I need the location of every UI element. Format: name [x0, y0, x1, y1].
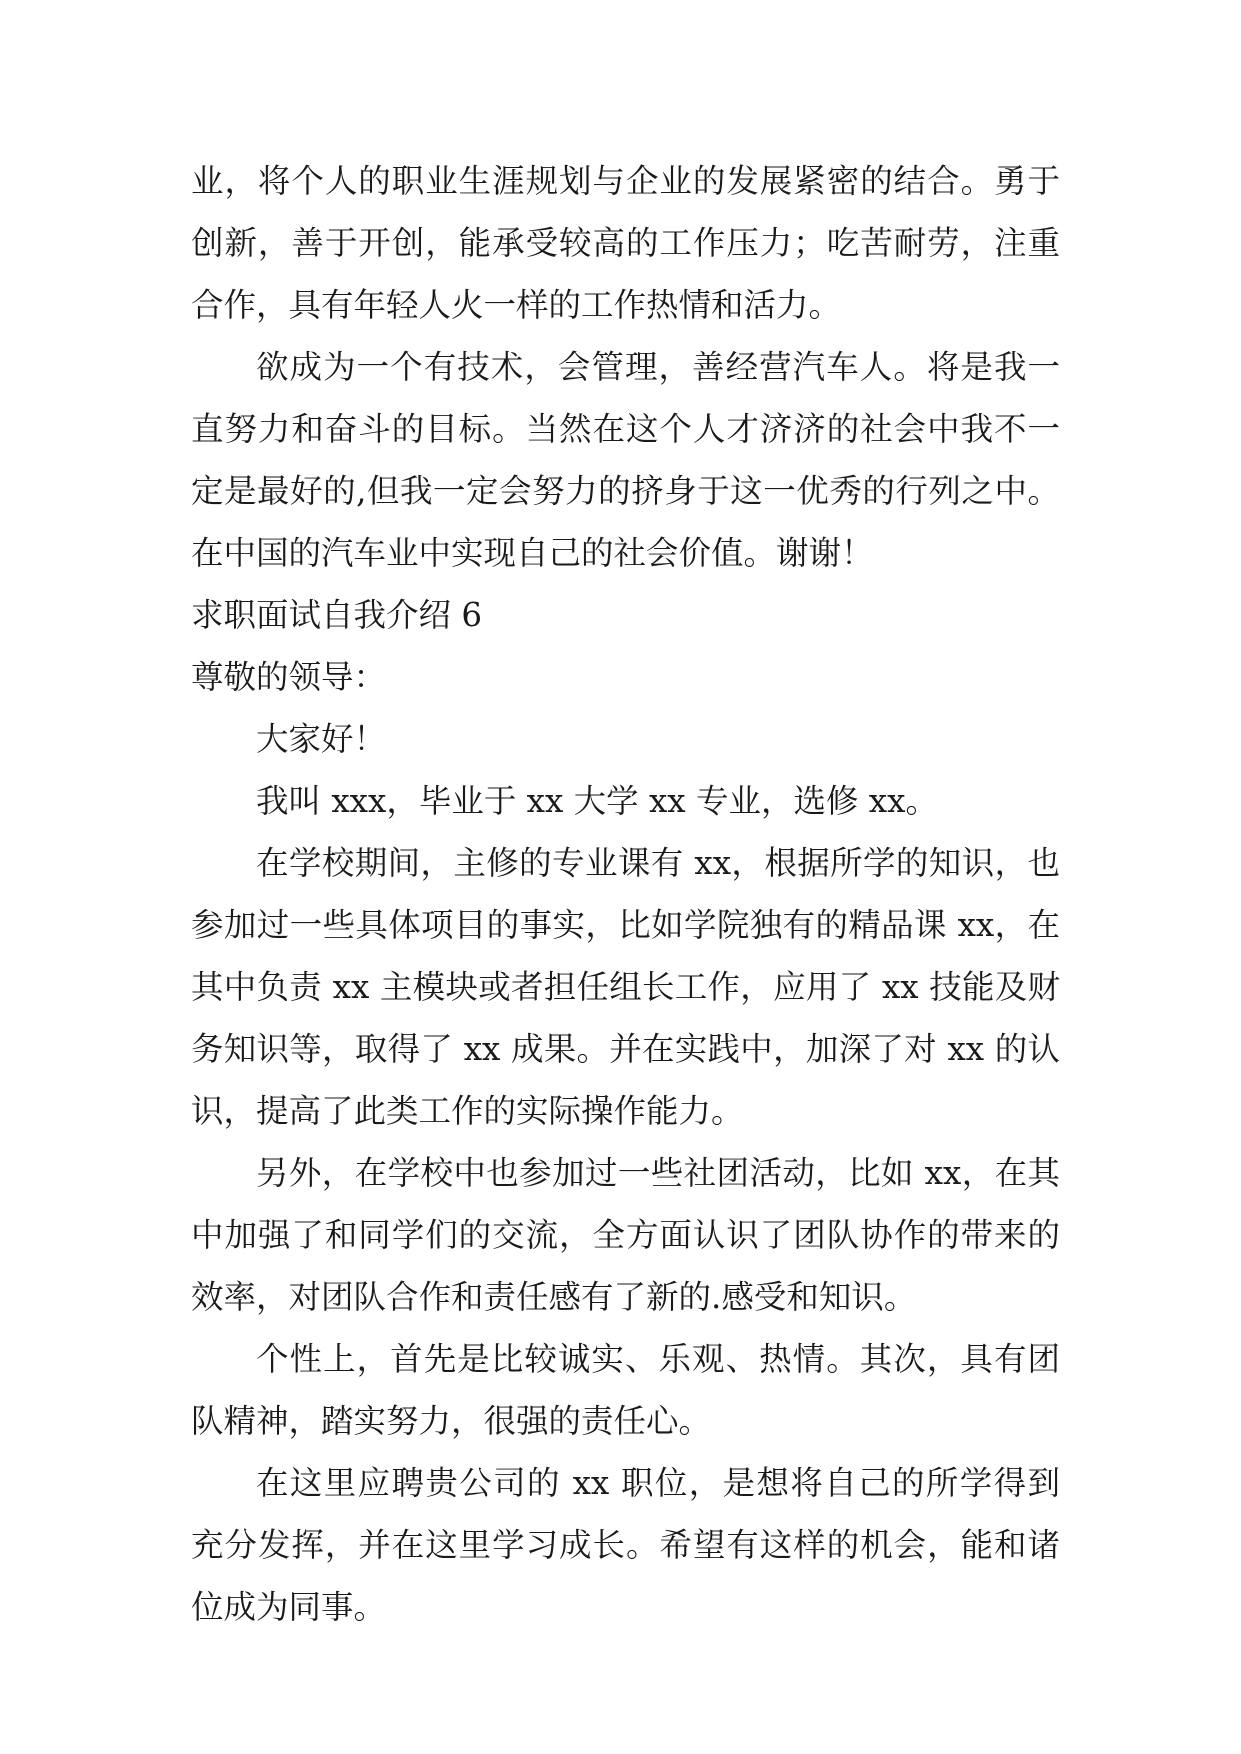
salutation: 尊敬的领导：	[191, 658, 387, 696]
intro-paragraph: 我叫 xxx，毕业于 xx 大学 xx 专业，选修 xx。	[256, 782, 938, 820]
study-paragraph: 在学校期间，主修的专业课有 xx，根据所学的知识，也参加过一些具体项目的事实，比如学院独有的精品课 xx，在其中负责 xx 主模块或者担任组长工作，应用了 xx 技能及财务知识等，取得了 xx 成果。并在实践中，加深了对 xx 的认识，提高了此类工作的实际操作能力。	[191, 844, 1060, 1130]
paragraph-aspiration: 欲成为一个有技术，会管理，善经营汽车人。将是我一直努力和奋斗的目标。当然在这个人才济济的社会中我不一定是最好的,但我一定会努力的挤身于这一优秀的行列之中。在中国的汽车业中实现自己的社会价值。谢谢！	[191, 348, 1060, 572]
document-page	[191, 150, 1060, 1638]
activities-paragraph: 另外，在学校中也参加过一些社团活动，比如 xx，在其中加强了和同学们的交流，全方面认识了团队协作的带来的效率，对团队合作和责任感有了新的.感受和知识。	[191, 1154, 1060, 1316]
paragraph-career-goals: 业，将个人的职业生涯规划与企业的发展紧密的结合。勇于创新，善于开创，能承受较高的工作压力；吃苦耐劳，注重合作，具有年轻人火一样的工作热情和活力。	[191, 162, 1060, 324]
greeting-paragraph: 大家好！	[256, 720, 387, 758]
application-paragraph: 在这里应聘贵公司的 xx 职位，是想将自己的所学得到充分发挥，并在这里学习成长。希望有这样的机会，能和诸位成为同事。	[191, 1464, 1060, 1626]
section-title: 求职面试自我介绍 6	[191, 596, 483, 634]
personality-paragraph: 个性上，首先是比较诚实、乐观、热情。其次，具有团队精神，踏实努力，很强的责任心。	[191, 1340, 1060, 1440]
